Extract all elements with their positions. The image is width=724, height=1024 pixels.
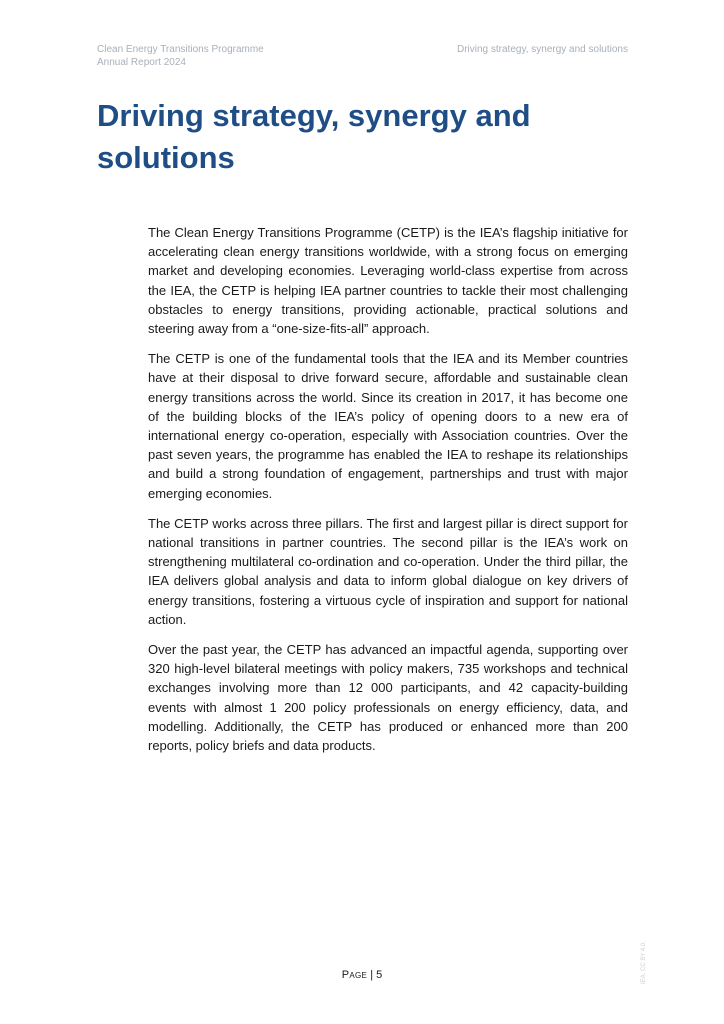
running-header-section: Driving strategy, synergy and solutions [456,44,628,55]
header-report: Annual Report 2024 [97,57,186,68]
page-label: Page [341,969,368,981]
paragraph: The CETP is one of the fundamental tools that the IEA and its Member countries have at their disposal to drive forward secure, affordable and sustainable clean energy transitions across the world. Since its creation in 2017, it has become one of the building blocks of the IEA’s policy of opening doors to a new era of international energy co-operation, especially with Association countries. Over the past seven years, the programme has enabled the IEA to reshape its relationships and build a strong foundation of engagement, partnerships and trust with major emerging economies. [148,351,628,501]
page-separator: | [370,969,374,981]
page-number: 5 [376,969,383,981]
body-text [148,223,628,766]
running-header-left [97,43,264,69]
page-title: Driving strategy, synergy and solutions [97,98,531,175]
paragraph: The Clean Energy Transitions Programme (CETP) is the IEA’s flagship initiative for accelerating clean energy transitions worldwide, with a strong focus on emerging market and developing economies. Leveraging world-class expertise from across the IEA, the CETP is helping IEA partner countries to tackle their most challenging obstacles to energy transitions, providing actionable, practical solutions and steering away from a “one-size-fits-all” approach. [148,225,628,337]
paragraph: The CETP works across three pillars. The first and largest pillar is direct support for national transitions in partner countries. The second pillar is the IEA’s work on strengthening multilateral co-ordination and co-operation. Under the third pillar, the IEA delivers global analysis and data to inform global dialogue on key drivers of energy transitions, fostering a virtuous cycle of inspiration and support for national action. [148,515,628,627]
license-watermark: IEA. CC BY 4.0. [641,941,647,984]
page-footer [0,969,724,981]
paragraph: Over the past year, the CETP has advanced an impactful agenda, supporting over 320 high-level bilateral meetings with policy makers, 735 workshops and technical exchanges involving more than 12 000 participants, and 42 capacity-building events with almost 1 200 policy professionals on energy efficiency, data, and modelling. Additionally, the CETP has produced or enhanced more than 200 reports, policy briefs and data products. [148,642,628,754]
header-programme: Clean Energy Transitions Programme [97,44,264,55]
